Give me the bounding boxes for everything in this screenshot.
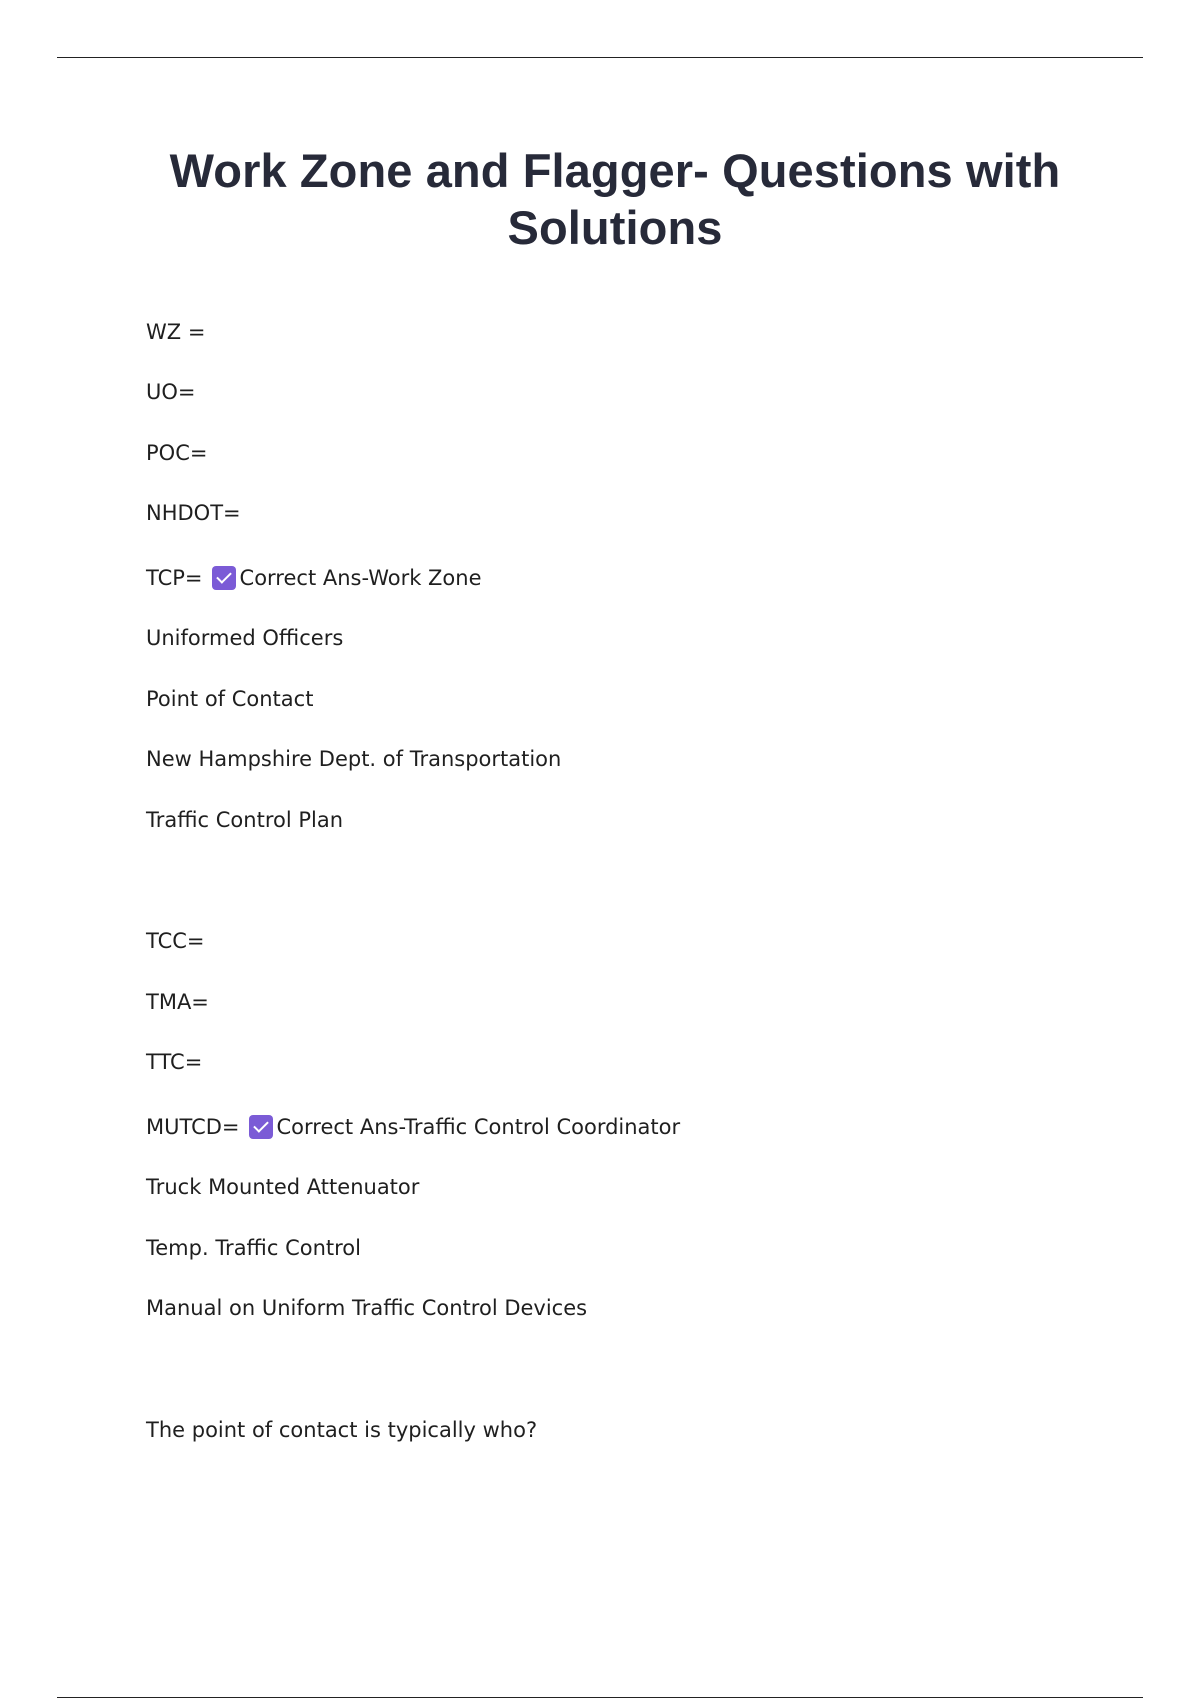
term-mutcd: MUTCD= [146,1115,240,1139]
top-rule [57,57,1143,58]
answer-line-mutcd [146,1113,680,1141]
term-uo: UO= [146,380,196,404]
definition-traffic-control-plan: Traffic Control Plan [146,808,344,832]
document-title: Work Zone and Flagger- Questions with Solutions [169,144,1061,254]
term-ttc: TTC= [146,1050,203,1074]
definition-temp-traffic-control: Temp. Traffic Control [146,1236,361,1260]
term-tcp: TCP= [146,566,203,590]
term-poc: POC= [146,441,208,465]
checkbox-checked-icon [212,566,236,590]
definition-point-of-contact: Point of Contact [146,687,314,711]
term-nhdot: NHDOT= [146,501,241,525]
term-wz: WZ = [146,320,206,344]
question-point-of-contact: The point of contact is typically who? [146,1418,538,1442]
answer-text-tcp: Correct Ans-Work Zone [239,566,482,590]
checkbox-checked-icon [249,1115,273,1139]
term-tcc: TCC= [146,929,205,953]
definition-nhdot: New Hampshire Dept. of Transportation [146,747,562,771]
definition-mutcd: Manual on Uniform Traffic Control Devices [146,1296,588,1320]
answer-line-tcp [146,564,482,592]
definition-truck-mounted-attenuator: Truck Mounted Attenuator [146,1175,420,1199]
answer-text-mutcd: Correct Ans-Traffic Control Coordinator [276,1115,681,1139]
definition-uniformed-officers: Uniformed Officers [146,626,344,650]
term-tma: TMA= [146,990,209,1014]
bottom-rule [57,1697,1143,1698]
